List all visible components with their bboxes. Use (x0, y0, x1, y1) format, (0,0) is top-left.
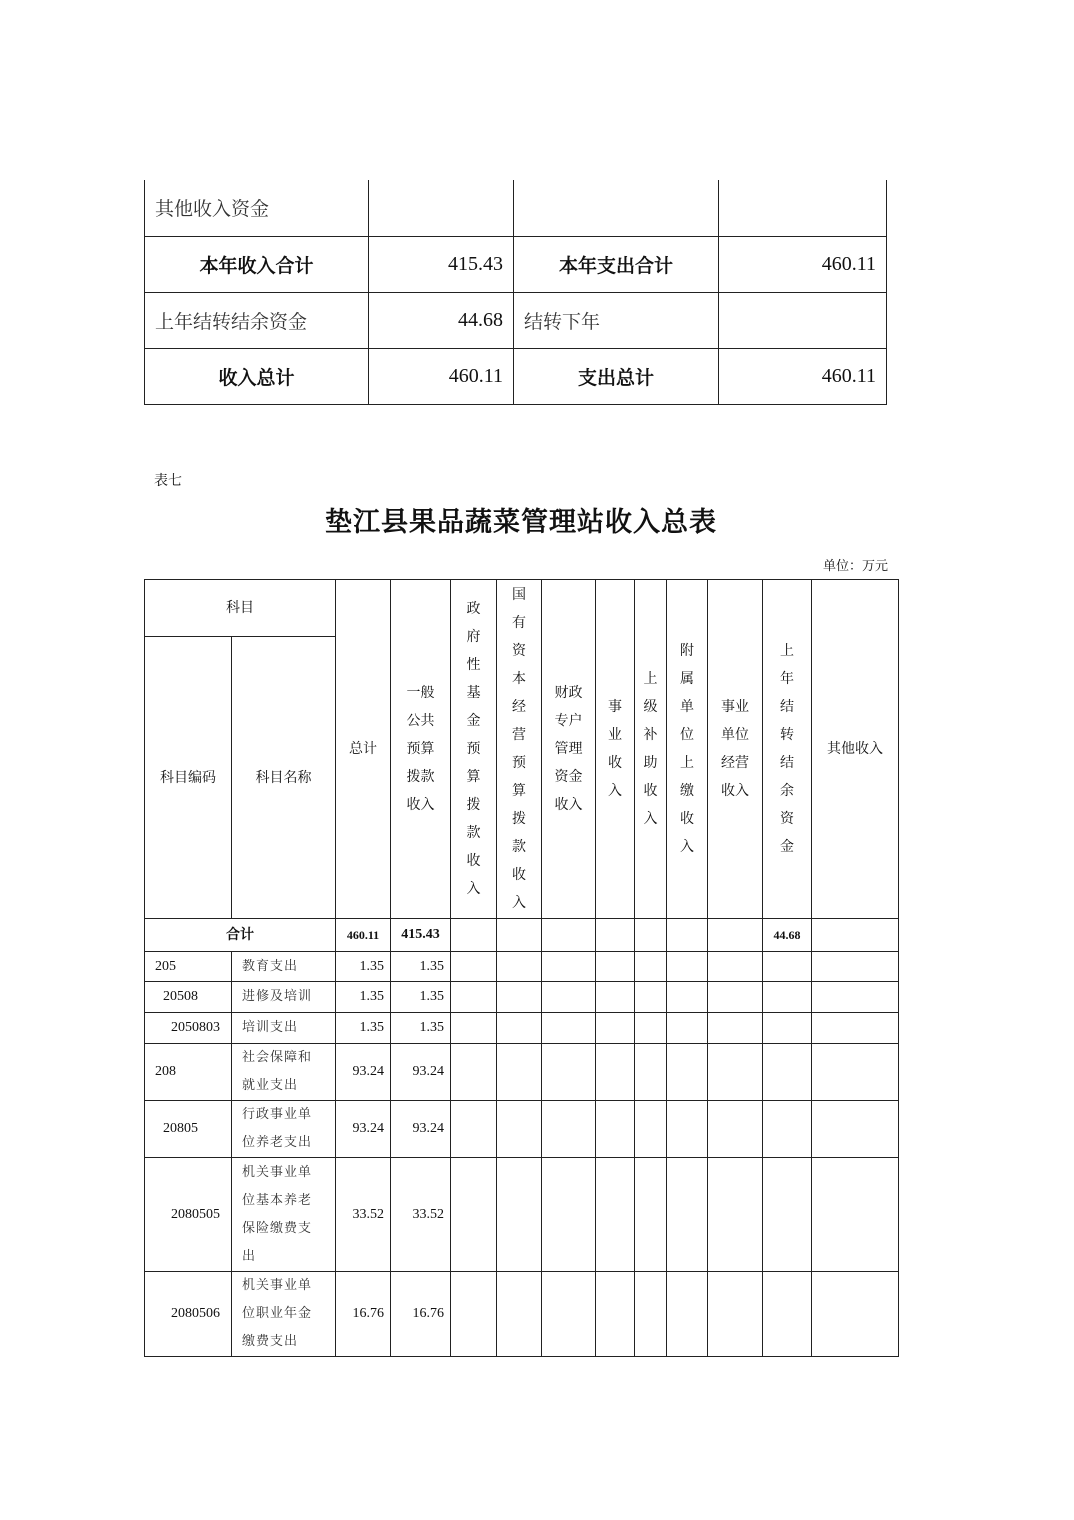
cell-line: 转 (780, 727, 794, 743)
cell-line: 入 (643, 811, 658, 827)
empty-cell (812, 1013, 899, 1044)
empty-cell (635, 982, 667, 1013)
cell-line: 经营 (721, 755, 749, 771)
empty-cell (667, 1158, 708, 1272)
empty-cell (667, 952, 708, 982)
cell-line: 财政 (554, 685, 583, 701)
cell-line: 拨款 (406, 769, 435, 785)
row-total: 1.35 (336, 982, 391, 1013)
cell-line: 基 (466, 685, 481, 701)
summary-table (144, 180, 887, 405)
empty-cell (542, 1101, 596, 1158)
cell-line: 预 (466, 741, 481, 757)
empty-cell (596, 1044, 635, 1101)
header-operating (708, 580, 763, 919)
subject-code: 2080506 (145, 1272, 232, 1357)
empty-cell (542, 1044, 596, 1101)
header-code: 科目编码 (145, 637, 232, 919)
empty-cell (497, 1272, 542, 1357)
row-general: 1.35 (391, 1013, 451, 1044)
summary-label: 本年收入合计 (145, 236, 369, 292)
cell-line: 教育支出 (242, 958, 299, 974)
summary-value (719, 292, 887, 348)
summary-label: 其他收入资金 (145, 180, 369, 236)
cell-line: 入 (680, 839, 694, 855)
empty-cell (812, 952, 899, 982)
cell-line: 收 (643, 783, 658, 799)
empty-cell (763, 1044, 812, 1101)
header-other: 其他收入 (812, 580, 899, 919)
income-table (144, 579, 899, 1357)
cell-line: 政 (466, 601, 481, 617)
header-subject: 科目 (145, 580, 336, 637)
subject-name (232, 1158, 336, 1272)
subject-name (232, 982, 336, 1013)
row-general: 93.24 (391, 1044, 451, 1101)
empty-cell (708, 1272, 763, 1357)
table-number-label: 表七 (154, 473, 182, 489)
empty-cell (451, 982, 497, 1013)
row-general: 93.24 (391, 1101, 451, 1158)
subject-name (232, 952, 336, 982)
subject-name (232, 1044, 336, 1101)
empty-cell (451, 952, 497, 982)
cell-line: 行政事业单 (242, 1107, 313, 1122)
cell-line: 业 (608, 727, 622, 743)
header-total: 总计 (336, 580, 391, 919)
header-carryover (763, 580, 812, 919)
cell-line: 拨 (466, 797, 481, 813)
cell-line: 款 (512, 839, 526, 855)
subject-name (232, 1272, 336, 1357)
cell-line: 资金 (554, 769, 583, 785)
empty-cell (542, 1013, 596, 1044)
cell-line: 位 (680, 727, 694, 743)
cell-line: 金 (466, 713, 481, 729)
summary-label: 上年结转结余资金 (145, 292, 369, 348)
cell-line: 一般 (406, 685, 435, 701)
cell-line: 经 (512, 699, 526, 715)
cell-line: 保险缴费支 (242, 1220, 313, 1236)
empty-cell (667, 982, 708, 1013)
header-name: 科目名称 (232, 637, 336, 919)
empty-cell (635, 1044, 667, 1101)
empty-cell (596, 952, 635, 982)
cell-line: 国 (512, 587, 526, 603)
summary-row (145, 292, 887, 348)
row-total: 93.24 (336, 1044, 391, 1101)
cell-line: 属 (680, 671, 694, 687)
empty-cell (497, 1044, 542, 1101)
cell-line: 年 (780, 671, 794, 687)
empty-cell (542, 982, 596, 1013)
cell-line: 款 (466, 825, 481, 841)
header-general (391, 580, 451, 919)
empty-cell (635, 952, 667, 982)
empty-cell (812, 1158, 899, 1272)
header-special (542, 580, 596, 919)
cell-line: 入 (466, 881, 481, 897)
cell-line: 收入 (406, 797, 435, 813)
summary-value: 415.43 (369, 236, 514, 292)
cell-line: 资 (780, 811, 794, 827)
total-amount: 460.11 (336, 919, 391, 952)
cell-line: 余 (780, 783, 794, 799)
cell-line: 收 (466, 853, 481, 869)
cell-line: 入 (608, 783, 622, 799)
cell-line: 专户 (554, 713, 583, 729)
total-row (145, 919, 899, 952)
empty-cell (708, 952, 763, 982)
cell-line: 有 (512, 615, 526, 631)
cell-line: 位基本养老 (242, 1192, 313, 1208)
empty-cell (812, 1272, 899, 1357)
cell-line: 事业 (721, 699, 749, 715)
summary-value: 460.11 (369, 348, 514, 404)
cell-line: 收 (512, 867, 526, 883)
cell-line: 进修及培训 (242, 989, 313, 1004)
empty-cell (763, 952, 812, 982)
summary-value: 460.11 (719, 348, 887, 404)
cell-line: 位养老支出 (242, 1135, 313, 1150)
cell-line: 缴费支出 (242, 1334, 299, 1349)
unit-label: 单位：万元 (822, 559, 888, 574)
summary-row (145, 236, 887, 292)
empty-cell (596, 1101, 635, 1158)
cell-line: 社会保障和 (242, 1050, 313, 1065)
empty-cell (667, 1044, 708, 1101)
empty-cell (635, 1101, 667, 1158)
empty-cell (708, 1013, 763, 1044)
summary-value (719, 180, 887, 236)
empty-cell (497, 1101, 542, 1158)
subject-code: 2080505 (145, 1158, 232, 1272)
cell-line: 缴 (680, 783, 694, 799)
cell-line: 结 (780, 699, 794, 715)
empty-cell (667, 1272, 708, 1357)
empty-cell (708, 1101, 763, 1158)
cell-line: 就业支出 (242, 1078, 299, 1093)
empty-cell (763, 1158, 812, 1272)
table-row (145, 952, 899, 982)
empty-cell (497, 952, 542, 982)
header-row (145, 580, 899, 637)
subject-code: 208 (145, 1044, 232, 1101)
empty-cell (708, 1158, 763, 1272)
cell-line: 单位 (721, 727, 749, 743)
summary-value: 44.68 (369, 292, 514, 348)
empty-cell (667, 1101, 708, 1158)
row-general: 1.35 (391, 952, 451, 982)
cell-line: 管理 (554, 741, 583, 757)
cell-line: 补 (643, 727, 658, 743)
empty-cell (451, 1158, 497, 1272)
summary-row (145, 180, 887, 236)
cell-line: 营 (512, 727, 526, 743)
cell-line: 算 (512, 783, 526, 799)
empty-cell (542, 1158, 596, 1272)
row-general: 33.52 (391, 1158, 451, 1272)
empty-cell (635, 1013, 667, 1044)
cell-line: 收入 (554, 797, 583, 813)
empty-cell (763, 1272, 812, 1357)
empty-cell (451, 1044, 497, 1101)
table-row (145, 1044, 899, 1101)
empty-cell (763, 982, 812, 1013)
cell-line: 入 (512, 895, 526, 911)
empty-cell (542, 952, 596, 982)
empty-cell (596, 1272, 635, 1357)
cell-line: 助 (643, 755, 658, 771)
empty-cell (596, 1013, 635, 1044)
cell-line: 收入 (721, 783, 749, 799)
table-row (145, 1101, 899, 1158)
cell-line: 收 (680, 811, 694, 827)
cell-line: 资 (512, 643, 526, 659)
cell-line: 上 (643, 671, 658, 687)
cell-line: 性 (466, 657, 481, 673)
empty-cell (542, 1272, 596, 1357)
empty-cell (763, 1013, 812, 1044)
row-total: 33.52 (336, 1158, 391, 1272)
subject-code: 2050803 (145, 1013, 232, 1044)
total-carryover: 44.68 (763, 919, 812, 952)
empty-cell (497, 1013, 542, 1044)
header-stateop (497, 580, 542, 919)
summary-label: 支出总计 (514, 348, 719, 404)
summary-value (369, 180, 514, 236)
subject-code: 205 (145, 952, 232, 982)
subject-code: 20805 (145, 1101, 232, 1158)
header-affiliated (667, 580, 708, 919)
page-title: 垫江县果品蔬菜管理站收入总表 (325, 507, 717, 538)
table-row (145, 982, 899, 1013)
empty-cell (596, 982, 635, 1013)
cell-line: 收 (608, 755, 622, 771)
empty-cell (497, 982, 542, 1013)
table-row (145, 1272, 899, 1357)
cell-line: 金 (780, 839, 794, 855)
subject-name (232, 1013, 336, 1044)
empty-cell (635, 1158, 667, 1272)
row-total: 1.35 (336, 952, 391, 982)
cell-line: 府 (466, 629, 481, 645)
cell-line: 上 (780, 643, 794, 659)
table-row (145, 1158, 899, 1272)
subject-code: 20508 (145, 982, 232, 1013)
empty-cell (497, 1158, 542, 1272)
row-total: 1.35 (336, 1013, 391, 1044)
cell-line: 公共 (406, 713, 435, 729)
data-rows (145, 952, 899, 1357)
header-govfund (451, 580, 497, 919)
summary-label: 结转下年 (514, 292, 719, 348)
total-general: 415.43 (391, 919, 451, 952)
row-total: 16.76 (336, 1272, 391, 1357)
cell-line: 附 (680, 643, 694, 659)
empty-cell (451, 1272, 497, 1357)
empty-cell (708, 982, 763, 1013)
cell-line: 预 (512, 755, 526, 771)
empty-cell (596, 1158, 635, 1272)
subject-name (232, 1101, 336, 1158)
summary-label (514, 180, 719, 236)
cell-line: 单 (680, 699, 694, 715)
cell-line: 本 (512, 671, 526, 687)
row-general: 16.76 (391, 1272, 451, 1357)
cell-line: 事 (608, 699, 622, 715)
empty-cell (812, 1044, 899, 1101)
cell-line: 结 (780, 755, 794, 771)
row-total: 93.24 (336, 1101, 391, 1158)
summary-label: 收入总计 (145, 348, 369, 404)
summary-label: 本年支出合计 (514, 236, 719, 292)
header-subsidy (635, 580, 667, 919)
cell-line: 拨 (512, 811, 526, 827)
cell-line: 位职业年金 (242, 1306, 313, 1321)
total-label: 合计 (145, 919, 336, 952)
empty-cell (635, 1272, 667, 1357)
cell-line: 机关事业单 (242, 1164, 313, 1180)
empty-cell (708, 1044, 763, 1101)
empty-cell (812, 1101, 899, 1158)
cell-line: 算 (466, 769, 481, 785)
cell-line: 级 (643, 699, 658, 715)
empty-cell (451, 1101, 497, 1158)
table-row (145, 1013, 899, 1044)
cell-line: 上 (680, 755, 694, 771)
empty-cell (763, 1101, 812, 1158)
summary-value: 460.11 (719, 236, 887, 292)
header-business (596, 580, 635, 919)
summary-row (145, 348, 887, 404)
row-general: 1.35 (391, 982, 451, 1013)
cell-line: 预算 (406, 741, 435, 757)
empty-cell (812, 982, 899, 1013)
empty-cell (667, 1013, 708, 1044)
cell-line: 机关事业单 (242, 1278, 313, 1293)
cell-line: 培训支出 (242, 1020, 299, 1035)
cell-line: 出 (242, 1248, 257, 1264)
empty-cell (451, 1013, 497, 1044)
